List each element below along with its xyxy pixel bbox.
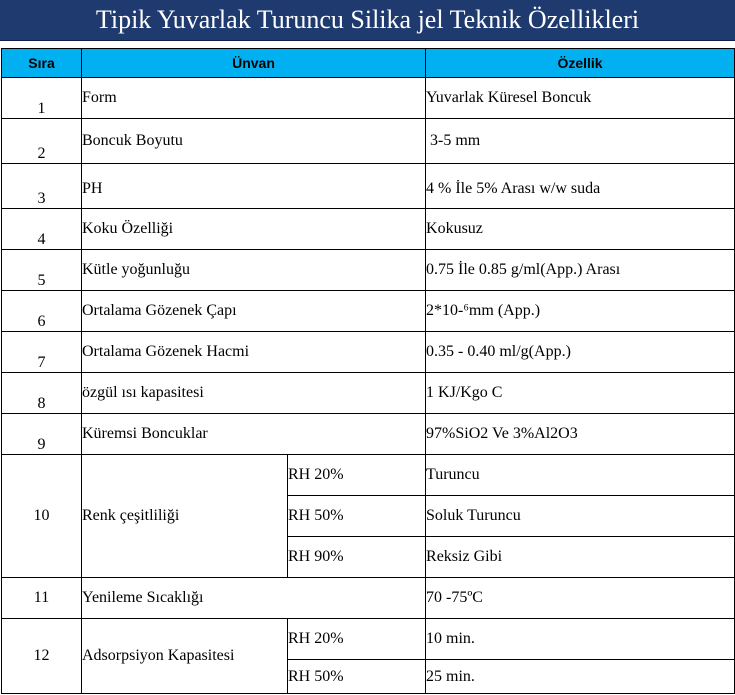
table-row <box>2 209 735 250</box>
table-row <box>2 578 735 619</box>
header-row <box>2 49 735 78</box>
row-name: özgül ısı kapasitesi <box>82 373 426 414</box>
header-ozellik: Özellik <box>426 49 735 78</box>
row-number: 3 <box>2 164 82 209</box>
row-name: Ortalama Gözenek Hacmi <box>82 332 426 373</box>
rh-label: RH 50% <box>288 496 426 537</box>
rh-label: RH 50% <box>288 660 426 694</box>
row-value: 97%SiO2 Ve 3%Al2O3 <box>426 414 735 455</box>
row-number: 2 <box>2 119 82 164</box>
row-name: Ortalama Gözenek Çapı <box>82 291 426 332</box>
rh-label: RH 90% <box>288 537 426 578</box>
row-number: 8 <box>2 373 82 414</box>
row-value: 25 min. <box>426 660 735 694</box>
row-number: 12 <box>2 619 82 694</box>
row-value: Reksiz Gibi <box>426 537 735 578</box>
row-number: 7 <box>2 332 82 373</box>
row-value: 0.75 İle 0.85 g/ml(App.) Arası <box>426 250 735 291</box>
table-row <box>2 78 735 119</box>
table-row <box>2 164 735 209</box>
row-name: Koku Özelliği <box>82 209 426 250</box>
row-value: 1 KJ/Kgo C <box>426 373 735 414</box>
row-number: 11 <box>2 578 82 619</box>
table-row <box>2 119 735 164</box>
row-number: 1 <box>2 78 82 119</box>
spec-table <box>1 48 735 694</box>
row-name: Kütle yoğunluğu <box>82 250 426 291</box>
row-value: Yuvarlak Küresel Boncuk <box>426 78 735 119</box>
row-name: Adsorpsiyon Kapasitesi <box>82 619 288 694</box>
table-row <box>2 373 735 414</box>
row-name: Boncuk Boyutu <box>82 119 426 164</box>
page-title: Tipik Yuvarlak Turuncu Silika jel Teknik Özellikleri <box>0 0 735 41</box>
header-unvan: Ünvan <box>82 49 426 78</box>
table-row <box>2 250 735 291</box>
row-value: 3-5 mm <box>426 119 735 164</box>
row-name: Form <box>82 78 426 119</box>
table-row <box>2 619 735 660</box>
row-number: 10 <box>2 455 82 578</box>
row-number: 5 <box>2 250 82 291</box>
row-number: 4 <box>2 209 82 250</box>
row-value: 2*10-⁶mm (App.) <box>426 291 735 332</box>
row-name: Renk çeşitliliği <box>82 455 288 578</box>
header-sira: Sıra <box>2 49 82 78</box>
row-value: 4 % İle 5% Arası w/w suda <box>426 164 735 209</box>
row-name: Yenileme Sıcaklığı <box>82 578 426 619</box>
table-row <box>2 455 735 496</box>
row-value: Kokusuz <box>426 209 735 250</box>
rh-label: RH 20% <box>288 455 426 496</box>
row-number: 6 <box>2 291 82 332</box>
row-value: Soluk Turuncu <box>426 496 735 537</box>
table-row <box>2 291 735 332</box>
table-row <box>2 414 735 455</box>
table-row <box>2 332 735 373</box>
row-value: 0.35 - 0.40 ml/g(App.) <box>426 332 735 373</box>
row-name: PH <box>82 164 426 209</box>
row-value: Turuncu <box>426 455 735 496</box>
row-name: Küremsi Boncuklar <box>82 414 426 455</box>
row-number: 9 <box>2 414 82 455</box>
row-value: 70 -75ºC <box>426 578 735 619</box>
row-value: 10 min. <box>426 619 735 660</box>
rh-label: RH 20% <box>288 619 426 660</box>
